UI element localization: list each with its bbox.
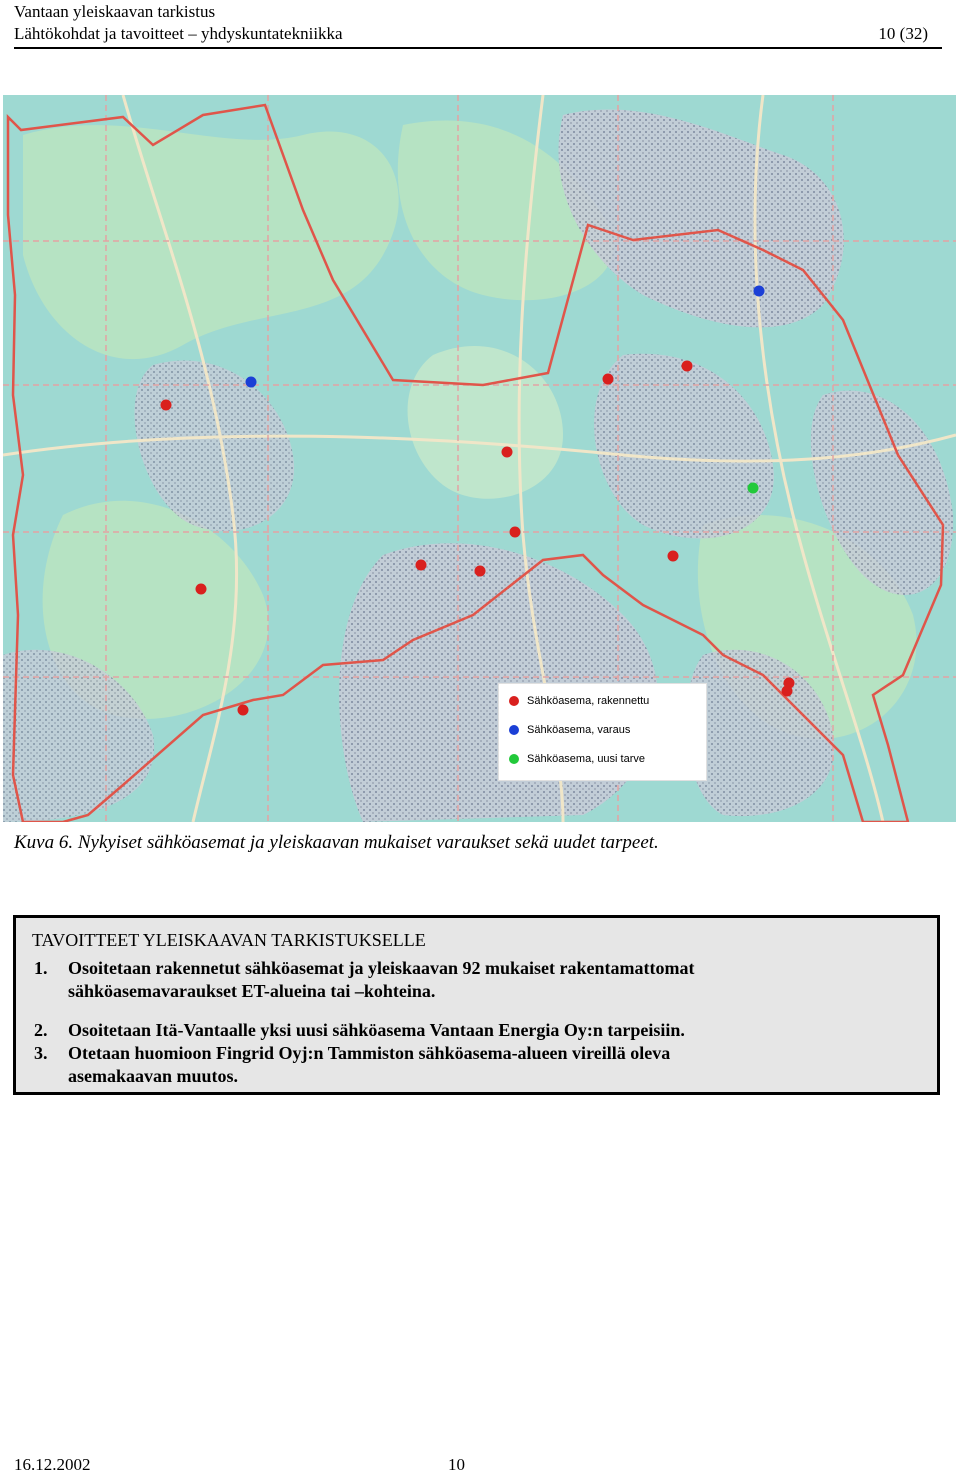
goal-number: 1. [34, 958, 48, 978]
built-substation-marker [238, 705, 249, 716]
built-substation-marker [668, 551, 679, 562]
goal-item-3 [34, 1042, 670, 1088]
built-substation-marker [161, 400, 172, 411]
reserved-substation-marker [754, 286, 765, 297]
page-number-header: 10 (32) [878, 24, 928, 43]
goal-text-continued: asemakaavan muutos. [68, 1066, 239, 1086]
goal-text: Osoitetaan Itä-Vantaalle yksi uusi sähköasema Vantaan Energia Oy:n tarpeisiin. [68, 1020, 685, 1040]
goals-title: TAVOITTEET YLEISKAAVAN TARKISTUKSELLE [32, 930, 426, 950]
legend-label: Sähköasema, uusi tarve [527, 753, 646, 765]
built-substation-marker [475, 566, 486, 577]
goal-item-1 [34, 957, 694, 1003]
goals-box [13, 915, 940, 1095]
legend-item-reserved [509, 722, 630, 738]
built-substation-marker [196, 584, 207, 595]
reserved-substation-marker [246, 377, 257, 388]
header-divider [14, 47, 942, 49]
blue-dot-icon [509, 725, 519, 735]
substation-map [3, 95, 956, 822]
built-substation-marker [603, 374, 614, 385]
legend-label: Sähköasema, varaus [527, 724, 631, 736]
map-image [3, 95, 956, 822]
red-dot-icon [509, 696, 519, 706]
goal-text: Otetaan huomioon Fingrid Oyj:n Tammiston sähköasema-alueen vireillä oleva [68, 1043, 671, 1063]
document-subtitle: Lähtökohdat ja tavoitteet – yhdyskuntatekniikka [14, 24, 343, 43]
footer-date: 16.12.2002 [14, 1455, 91, 1474]
built-substation-marker [682, 361, 693, 372]
new-substation-marker [748, 483, 759, 494]
built-substation-marker [510, 527, 521, 538]
built-substation-marker [782, 686, 793, 697]
goal-item-2 [34, 1019, 685, 1042]
goal-text: Osoitetaan rakennetut sähköasemat ja yleiskaavan 92 mukaiset rakentamattomat [68, 958, 695, 978]
goal-text-continued: sähköasemavaraukset ET-alueina tai –kohteina. [68, 981, 436, 1001]
legend-item-built [509, 693, 649, 709]
built-substation-marker [416, 560, 427, 571]
new-substations [748, 483, 759, 494]
goal-number: 2. [34, 1020, 48, 1040]
legend-label: Sähköasema, rakennettu [527, 695, 650, 707]
built-substation-marker [502, 447, 513, 458]
footer-page-number: 10 [448, 1455, 465, 1474]
goal-number: 3. [34, 1043, 48, 1063]
legend-item-new [509, 751, 645, 767]
figure-caption: Kuva 6. Nykyiset sähköasemat ja yleiskaavan mukaiset varaukset sekä uudet tarpeet. [14, 832, 659, 853]
page-header [14, 0, 942, 48]
document-title: Vantaan yleiskaavan tarkistus [14, 2, 216, 21]
map-legend [498, 683, 707, 781]
green-dot-icon [509, 754, 519, 764]
